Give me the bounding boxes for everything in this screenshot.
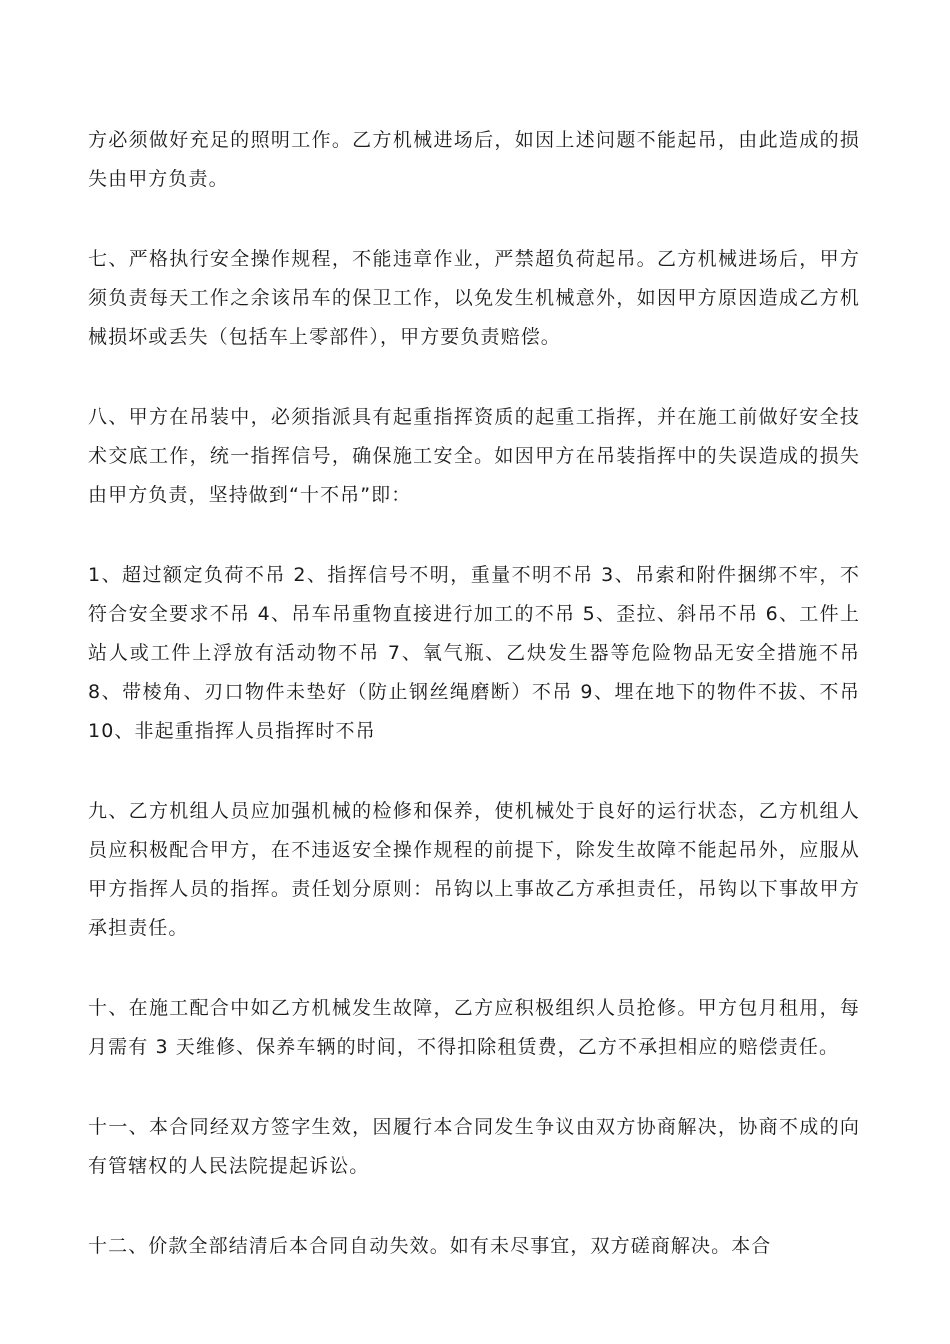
paragraph-lighting-clause: 方必须做好充足的照明工作。乙方机械进场后，如因上述问题不能起吊，由此造成的损失由甲方负责。 xyxy=(88,129,860,190)
paragraph-clause-9: 九、乙方机组人员应加强机械的检修和保养，使机械处于良好的运行状态，乙方机组人员应积极配合甲方，在不违返安全操作规程的前提下，除发生故障不能起吊外，应服从甲方指挥人员的指挥。责任划分原则：吊钩以上事故乙方承担责任，吊钩以下事故甲方承担责任。 xyxy=(88,800,860,939)
paragraph-clause-7: 七、严格执行安全操作规程，不能违章作业，严禁超负荷起吊。乙方机械进场后，甲方须负责每天工作之余该吊车的保卫工作，以免发生机械意外，如因甲方原因造成乙方机械损坏或丢失（包括车上零部件），甲方要负责赔偿。 xyxy=(88,248,860,348)
document-body xyxy=(88,121,860,1307)
paragraph-clause-10: 十、在施工配合中如乙方机械发生故障，乙方应积极组织人员抢修。甲方包月租用，每月需有 3 天维修、保养车辆的时间，不得扣除租赁费，乙方不承担相应的赔偿责任。 xyxy=(88,997,860,1058)
paragraph-ten-no-lift-list: 1、超过额定负荷不吊 2、指挥信号不明，重量不明不吊 3、吊索和附件捆绑不牢，不符合安全要求不吊 4、吊车吊重物直接进行加工的不吊 5、歪拉、斜吊不吊 6、工件上站人或工件上浮放有活动物不吊 7、氧气瓶、乙炔发生器等危险物品无安全措施不吊 8、带棱角、刃口物件未垫好（防止钢丝绳磨断）不吊 9、埋在地下的物件不拔、不吊 10、非起重指挥人员指挥时不吊 xyxy=(88,564,860,742)
paragraph-clause-11: 十一、本合同经双方签字生效，因履行本合同发生争议由双方协商解决，协商不成的向有管辖权的人民法院提起诉讼。 xyxy=(88,1116,860,1177)
paragraph-clause-8: 八、甲方在吊装中，必须指派具有起重指挥资质的起重工指挥，并在施工前做好安全技术交底工作，统一指挥信号，确保施工安全。如因甲方在吊装指挥中的失误造成的损失由甲方负责，坚持做到“十不吊”即： xyxy=(88,406,860,506)
paragraph-clause-12: 十二、价款全部结清后本合同自动失效。如有未尽事宜，双方磋商解决。本合 xyxy=(88,1235,772,1257)
